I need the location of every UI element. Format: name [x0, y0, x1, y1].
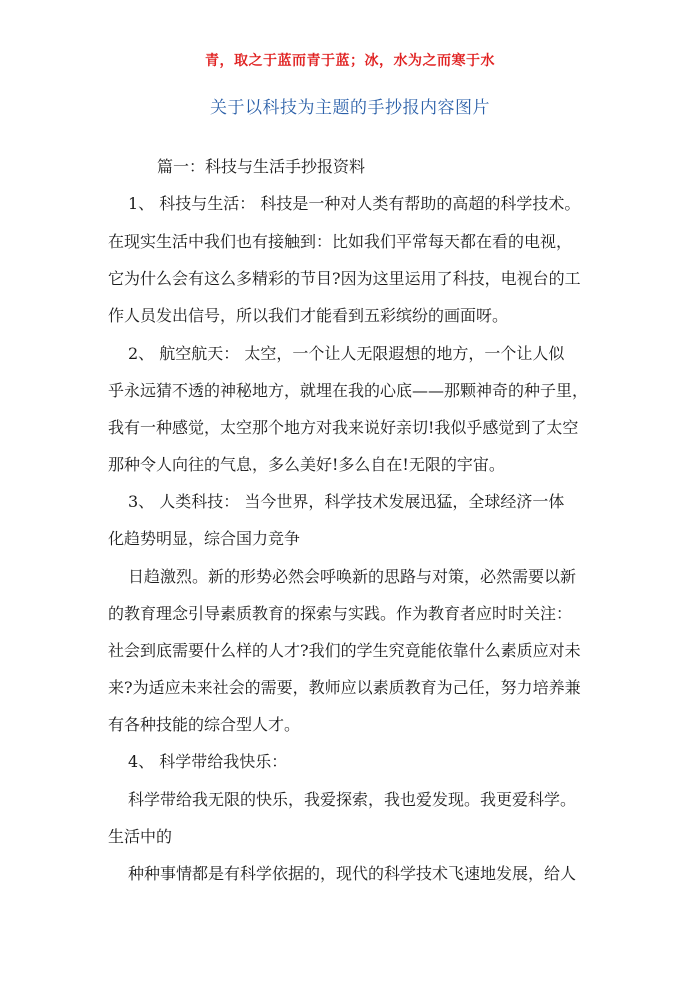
section-heading: 篇一：科技与生活手抄报资料 [157, 157, 366, 176]
paragraph-line: 生活中的 [108, 827, 173, 846]
paragraph-line: 种种事情都是有科学依据的，现代的科学技术飞速地发展，给人 [128, 864, 577, 883]
paragraph-line: 作人员发出信号，所以我们才能看到五彩缤纷的画面呀。 [108, 306, 509, 325]
paragraph-line: 社会到底需要什么样的人才?我们的学生究竟能依靠什么素质应对未 [108, 641, 581, 660]
paragraph-line: 来?为适应未来社会的需要，教师应以素质教育为己任，努力培养兼 [108, 678, 581, 697]
paragraph-line: 有各种技能的综合型人才。 [108, 715, 301, 734]
header-motto: 青，取之于蓝而青于蓝；冰，水为之而寒于水 [205, 53, 495, 69]
paragraph-line: 那种令人向往的气息，多么美好!多么自在!无限的宇宙。 [108, 455, 505, 474]
paragraph-line: 日趋激烈。新的形势必然会呼唤新的思路与对策，必然需要以新 [128, 567, 577, 586]
document-title: 关于以科技为主题的手抄报内容图片 [210, 98, 490, 118]
paragraph-line: 它为什么会有这么多精彩的节目?因为这里运用了科技，电视台的工 [108, 269, 581, 288]
paragraph-line: 化趋势明显，综合国力竞争 [108, 529, 301, 548]
paragraph-line: 4、 科学带给我快乐： [128, 752, 288, 771]
paragraph-line: 科学带给我无限的快乐，我爱探索，我也爱发现。我更爱科学。 [128, 790, 577, 809]
paragraph-line: 2、 航空航天： 太空，一个让人无限遐想的地方，一个让人似 [128, 344, 565, 363]
paragraph-line: 1、 科技与生活： 科技是一种对人类有帮助的高超的科学技术。 [128, 194, 581, 213]
paragraph-line: 乎永远猜不透的神秘地方，就埋在我的心底——那颗神奇的种子里， [108, 381, 589, 400]
paragraph-line: 在现实生活中我们也有接触到：比如我们平常每天都在看的电视， [108, 232, 573, 251]
paragraph-line: 我有一种感觉，太空那个地方对我来说好亲切!我似乎感觉到了太空 [108, 418, 579, 437]
paragraph-line: 3、 人类科技： 当今世界，科学技术发展迅猛，全球经济一体 [128, 492, 565, 511]
paragraph-line: 的教育理念引导素质教育的探索与实践。作为教育者应时时关注： [108, 604, 573, 623]
